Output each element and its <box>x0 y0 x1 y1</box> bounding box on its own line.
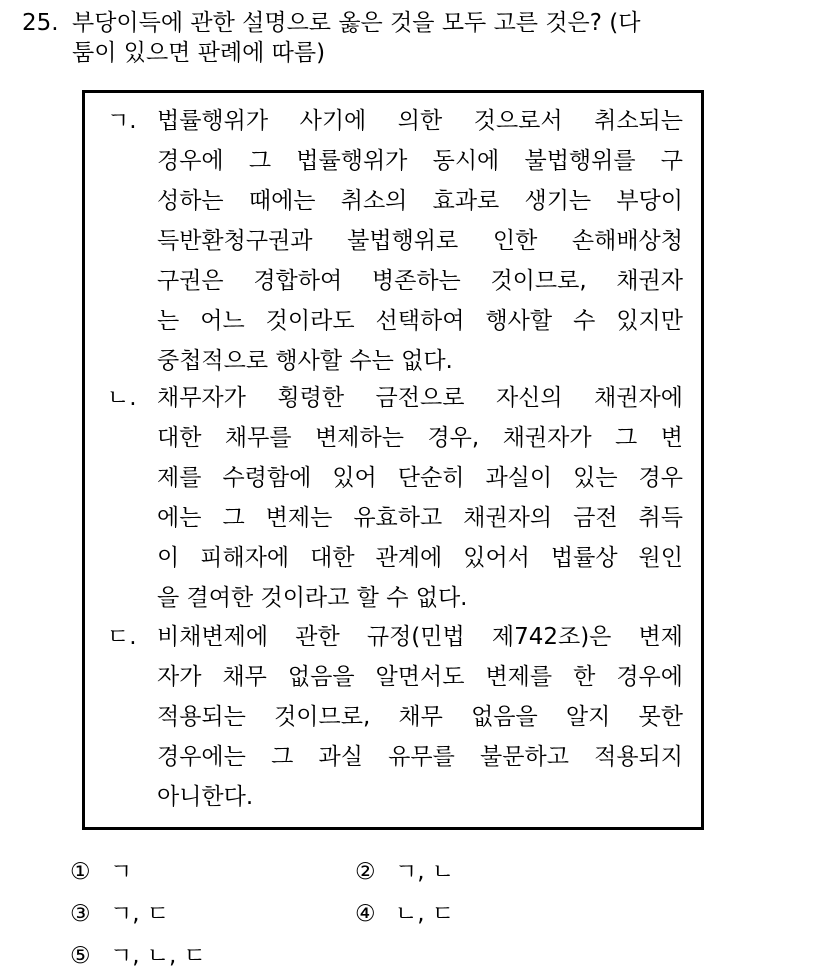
statement-b-line: 이 피해자에 대한 관계에 있어서 법률상 원인 <box>157 545 683 571</box>
choice-2-number: ② <box>355 859 376 885</box>
statement-a-text <box>157 101 683 381</box>
choice-4[interactable] <box>355 894 454 934</box>
statement-c-line: 적용되는 것이므로, 채무 없음을 알지 못한 <box>157 704 683 730</box>
statement-b-marker: ㄴ. <box>107 385 137 411</box>
question-text-line-2: 툼이 있으면 판례에 따름) <box>72 40 326 66</box>
statement-c-line: 자가 채무 없음을 알면서도 변제를 한 경우에 <box>157 664 683 690</box>
statement-b-text <box>157 378 683 618</box>
choice-5-number: ⑤ <box>70 943 91 969</box>
statement-a-line: 경우에 그 법률행위가 동시에 불법행위를 구 <box>157 148 683 174</box>
choice-5[interactable] <box>70 936 206 976</box>
statement-b-line: 제를 수령함에 있어 단순히 과실이 있는 경우 <box>157 465 683 491</box>
statement-c-marker: ㄷ. <box>107 624 137 650</box>
choice-3-number: ③ <box>70 901 91 927</box>
choice-3-text: ㄱ, ㄷ <box>110 901 170 927</box>
statement-a-line: 는 어느 것이라도 선택하여 행사할 수 있지만 <box>157 308 683 334</box>
choice-1-number: ① <box>70 859 91 885</box>
statement-b-line: 을 결여한 것이라고 할 수 없다. <box>157 585 468 611</box>
statement-a-marker: ㄱ. <box>107 108 137 134</box>
statement-c-line: 비채변제에 관한 규정(민법 제742조)은 변제 <box>157 624 683 650</box>
choice-5-text: ㄱ, ㄴ, ㄷ <box>110 943 206 969</box>
question-stem <box>22 8 812 68</box>
statement-a-line: 중첩적으로 행사할 수는 없다. <box>157 348 453 374</box>
statement-c-text <box>157 617 683 817</box>
choice-3[interactable] <box>70 894 169 934</box>
statement-a-line: 법률행위가 사기에 의한 것으로서 취소되는 <box>157 108 683 134</box>
choice-4-number: ④ <box>355 901 376 927</box>
question-text-line-1: 부당이득에 관한 설명으로 옳은 것을 모두 고른 것은? (다 <box>72 10 641 36</box>
statement-b-line: 대한 채무를 변제하는 경우, 채권자가 그 변 <box>157 425 683 451</box>
question-line-1 <box>22 8 812 38</box>
choice-1-text: ㄱ <box>110 859 133 885</box>
choice-1[interactable] <box>70 852 132 892</box>
statement-a-line: 구권은 경합하여 병존하는 것이므로, 채권자 <box>157 268 683 294</box>
question-number: 25. <box>22 10 59 36</box>
choice-4-text: ㄴ, ㄷ <box>395 901 455 927</box>
statement-c-line: 아니한다. <box>157 784 254 810</box>
statement-c-line: 경우에는 그 과실 유무를 불문하고 적용되지 <box>157 744 683 770</box>
statements-box <box>82 90 704 830</box>
statement-a-line: 성하는 때에는 취소의 효과로 생기는 부당이 <box>157 188 683 214</box>
choice-2[interactable] <box>355 852 454 892</box>
statement-a-line: 득반환청구권과 불법행위로 인한 손해배상청 <box>157 228 683 254</box>
choice-2-text: ㄱ, ㄴ <box>395 859 455 885</box>
statement-b-line: 에는 그 변제는 유효하고 채권자의 금전 취득 <box>157 505 683 531</box>
statement-b-line: 채무자가 횡령한 금전으로 자신의 채권자에 <box>157 385 683 411</box>
